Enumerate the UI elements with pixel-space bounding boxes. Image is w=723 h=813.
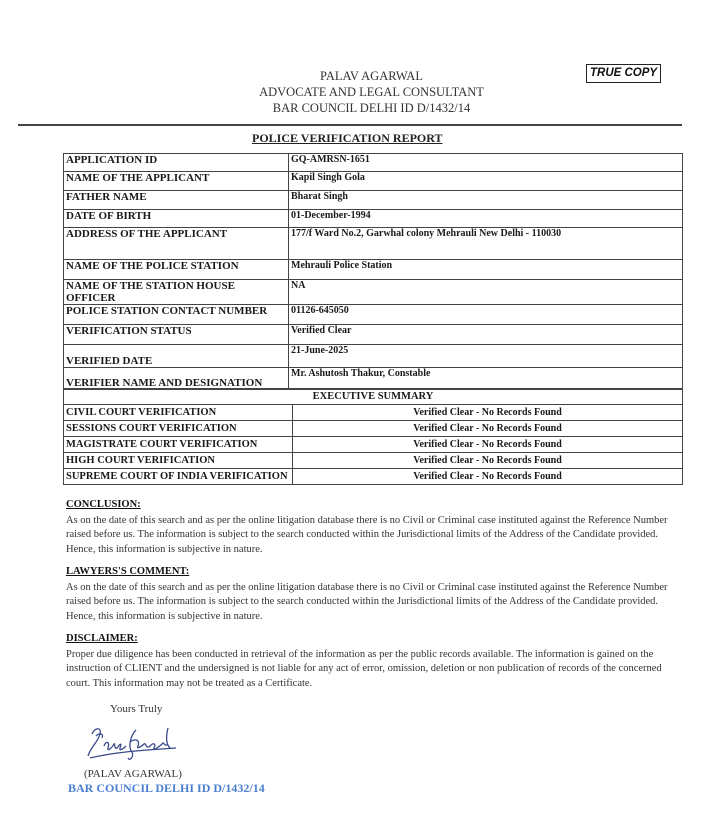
row-value: 21-June-2025 (289, 345, 683, 368)
table-row (64, 421, 683, 437)
signature-icon (84, 722, 184, 766)
advocate-title: ADVOCATE AND LEGAL CONSULTANT (259, 85, 484, 99)
row-label: NAME OF THE APPLICANT (64, 172, 289, 191)
row-value: 177/f Ward No.2, Garwhal colony Mehrauli New Delhi - 110030 (289, 228, 683, 260)
table-row (64, 191, 683, 210)
row-value: 01126-645050 (289, 305, 683, 325)
court-label: SESSIONS COURT VERIFICATION (64, 421, 293, 437)
row-label: NAME OF THE STATION HOUSE OFFICER (64, 280, 289, 305)
table-row (64, 260, 683, 280)
true-copy-stamp: TRUE COPY (586, 64, 661, 83)
court-label: MAGISTRATE COURT VERIFICATION (64, 437, 293, 453)
row-label: FATHER NAME (64, 191, 289, 210)
table-row (64, 453, 683, 469)
closing-text: Yours Truly (110, 703, 163, 715)
court-label: HIGH COURT VERIFICATION (64, 453, 293, 469)
table-row (64, 345, 683, 368)
disclaimer-heading: DISCLAIMER: (66, 633, 138, 644)
court-label: SUPREME COURT OF INDIA VERIFICATION (64, 469, 293, 485)
row-label: DATE OF BIRTH (64, 210, 289, 228)
court-label: CIVIL COURT VERIFICATION (64, 405, 293, 421)
table-row (64, 280, 683, 305)
row-value: 01-December-1994 (289, 210, 683, 228)
row-value: Bharat Singh (289, 191, 683, 210)
executive-summary-table (63, 388, 683, 485)
row-value: Mr. Ashutosh Thakur, Constable (289, 368, 683, 390)
row-label: VERIFICATION STATUS (64, 325, 289, 345)
lawyers-comment-text: As on the date of this search and as per the online litigation database there is no Civil or Criminal case instituted against the Reference Number raised before us. The information is subject to the search conducted within the Jurisdictional limits of the Address of the Candidate provided. Hence, this information is subjective in nature. (66, 581, 668, 622)
row-label: VERIFIER NAME AND DESIGNATION (64, 368, 289, 390)
court-result: Verified Clear - No Records Found (293, 421, 683, 437)
report-title: POLICE VERIFICATION REPORT (252, 131, 443, 145)
row-label: ADDRESS OF THE APPLICANT (64, 228, 289, 260)
row-label: APPLICATION ID (64, 154, 289, 172)
row-label: NAME OF THE POLICE STATION (64, 260, 289, 280)
table-row (64, 437, 683, 453)
table-row (64, 210, 683, 228)
row-value: Mehrauli Police Station (289, 260, 683, 280)
table-row (64, 228, 683, 260)
row-label: POLICE STATION CONTACT NUMBER (64, 305, 289, 325)
row-label: VERIFIED DATE (64, 345, 289, 368)
court-result: Verified Clear - No Records Found (293, 405, 683, 421)
advocate-bar-id: BAR COUNCIL DELHI ID D/1432/14 (272, 101, 471, 115)
conclusion-section (66, 498, 686, 557)
summary-header-row (64, 389, 683, 405)
table-row (64, 469, 683, 485)
table-row (64, 325, 683, 345)
details-table (63, 153, 683, 390)
header-divider (18, 124, 682, 126)
row-value: NA (289, 280, 683, 305)
row-value: Verified Clear (289, 325, 683, 345)
table-row (64, 368, 683, 390)
signatory-bar-id: BAR COUNCIL DELHI ID D/1432/14 (68, 781, 265, 795)
summary-heading: EXECUTIVE SUMMARY (64, 389, 683, 405)
court-result: Verified Clear - No Records Found (293, 437, 683, 453)
advocate-name: PALAV AGARWAL (320, 69, 423, 83)
table-row (64, 154, 683, 172)
conclusion-text: As on the date of this search and as per the online litigation database there is no Civil or Criminal case instituted against the Reference Number raised before us. The information is subject to the search conducted within the Jurisdictional limits of the Address of the Candidate provided. Hence, this information is subjective in nature. (66, 514, 668, 555)
conclusion-heading: CONCLUSION: (66, 499, 141, 510)
signatory-name: (PALAV AGARWAL) (84, 768, 182, 780)
table-row (64, 405, 683, 421)
table-row (64, 305, 683, 325)
lawyers-comment-section (66, 565, 686, 624)
table-row (64, 172, 683, 191)
court-result: Verified Clear - No Records Found (293, 453, 683, 469)
disclaimer-section (66, 632, 686, 691)
row-value: Kapil Singh Gola (289, 172, 683, 191)
row-value: GQ-AMRSN-1651 (289, 154, 683, 172)
disclaimer-text: Proper due diligence has been conducted in retrieval of the information as per the public records available. The information is gained on the instruction of CLIENT and the undersigned is not liable for any act of error, omission, deletion or non publication of records of the concerned court. This information may not be treated as a Certificate. (66, 648, 662, 689)
lawyers-comment-heading: LAWYERS'S COMMENT: (66, 566, 190, 577)
court-result: Verified Clear - No Records Found (293, 469, 683, 485)
